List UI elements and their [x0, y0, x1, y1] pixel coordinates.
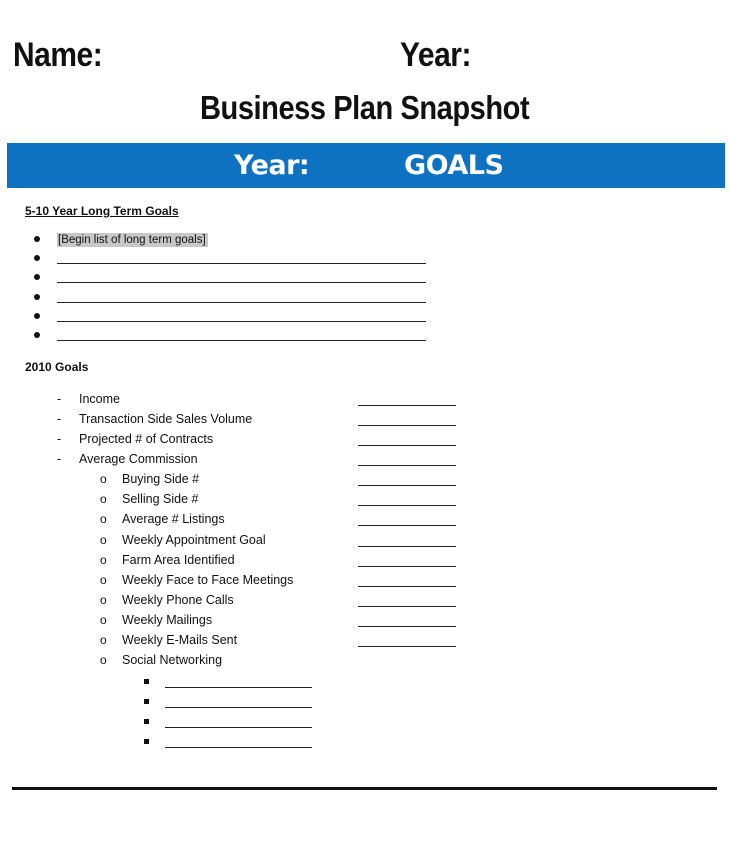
networking-line-item: [0, 734, 470, 754]
goal-blank-line[interactable]: [358, 566, 456, 567]
banner-goals-label: GOALS: [404, 150, 504, 181]
goal-row-listings: [0, 512, 470, 532]
goal-label: Buying Side #: [122, 472, 200, 486]
goal-row-contracts: [0, 432, 470, 452]
blank-line[interactable]: [57, 263, 426, 264]
circle-bullet: o: [100, 492, 107, 506]
goal-label: Weekly Phone Calls: [122, 593, 234, 607]
list-item: [0, 252, 460, 271]
square-bullet-icon: [144, 679, 149, 684]
goal-label: Weekly E-Mails Sent: [122, 633, 238, 647]
list-item: [0, 329, 460, 348]
square-bullet-icon: [144, 719, 149, 724]
bullet-icon: [34, 236, 40, 242]
goal-blank-line[interactable]: [358, 445, 456, 446]
goal-row-farm-area: [0, 553, 470, 573]
goal-label: Weekly Appointment Goal: [122, 533, 266, 547]
networking-line-item: [0, 674, 470, 694]
long-term-goal-placeholder[interactable]: [Begin list of long term goals]: [58, 234, 206, 246]
networking-line-item: [0, 694, 470, 714]
year-label: Year:: [400, 36, 472, 74]
networking-blank-line[interactable]: [165, 687, 312, 688]
bottom-divider: [12, 787, 717, 790]
goal-row-appointments: [0, 533, 470, 553]
goal-blank-line[interactable]: [358, 586, 456, 587]
goal-blank-line[interactable]: [358, 505, 456, 506]
goal-blank-line[interactable]: [358, 425, 456, 426]
goal-label: Social Networking: [122, 653, 223, 667]
goal-row-face-meetings: [0, 573, 470, 593]
networking-blank-line[interactable]: [165, 747, 312, 748]
goal-blank-line[interactable]: [358, 606, 456, 607]
circle-bullet: o: [100, 593, 107, 607]
blank-line[interactable]: [57, 282, 426, 283]
circle-bullet: o: [100, 533, 107, 547]
circle-bullet: o: [100, 633, 107, 647]
bullet-icon: [34, 255, 40, 261]
blank-line[interactable]: [57, 321, 426, 322]
long-term-goals-list: [0, 233, 460, 348]
goal-blank-line[interactable]: [358, 646, 456, 647]
networking-blank-line[interactable]: [165, 727, 312, 728]
goal-blank-line[interactable]: [358, 626, 456, 627]
circle-bullet: o: [100, 613, 107, 627]
long-term-goals-heading: 5-10 Year Long Term Goals: [25, 204, 179, 218]
goal-row-commission: [0, 452, 470, 472]
goal-label: Transaction Side Sales Volume: [79, 412, 253, 426]
goals-2010-heading: 2010 Goals: [25, 360, 89, 374]
circle-bullet: o: [100, 553, 107, 567]
dash-marker: -: [57, 392, 62, 406]
goal-row-mailings: [0, 613, 470, 633]
networking-blank-line[interactable]: [165, 707, 312, 708]
goal-label: Average Commission: [79, 452, 198, 466]
goals-banner: [7, 143, 725, 188]
circle-bullet: o: [100, 653, 107, 667]
square-bullet-icon: [144, 699, 149, 704]
circle-bullet: o: [100, 573, 107, 587]
name-label: Name:: [13, 36, 103, 74]
banner-year-label: Year:: [234, 150, 310, 181]
goal-blank-line[interactable]: [358, 405, 456, 406]
document-title: Business Plan Snapshot: [200, 89, 530, 126]
goal-label: Weekly Face to Face Meetings: [122, 573, 294, 587]
dash-marker: -: [57, 452, 62, 466]
goal-row-social-networking: [0, 653, 470, 673]
goal-row-buying-side: [0, 472, 470, 492]
square-bullet-icon: [144, 739, 149, 744]
list-item: [0, 291, 460, 310]
list-item: [0, 271, 460, 290]
goal-label: Selling Side #: [122, 492, 199, 506]
blank-line[interactable]: [57, 340, 426, 341]
goal-label: Projected # of Contracts: [79, 432, 214, 446]
goal-row-emails: [0, 633, 470, 653]
circle-bullet: o: [100, 512, 107, 526]
list-item: [0, 233, 460, 252]
goal-row-phone-calls: [0, 593, 470, 613]
bullet-icon: [34, 332, 40, 338]
goal-row-income: [0, 392, 470, 412]
dash-marker: -: [57, 432, 62, 446]
goal-row-selling-side: [0, 492, 470, 512]
bullet-icon: [34, 274, 40, 280]
goal-label: Average # Listings: [122, 512, 225, 526]
goal-blank-line[interactable]: [358, 465, 456, 466]
bullet-icon: [34, 294, 40, 300]
dash-marker: -: [57, 412, 62, 426]
goal-blank-line[interactable]: [358, 546, 456, 547]
goal-blank-line[interactable]: [358, 485, 456, 486]
goal-label: Farm Area Identified: [122, 553, 235, 567]
goal-row-sales-volume: [0, 412, 470, 432]
blank-line[interactable]: [57, 302, 426, 303]
circle-bullet: o: [100, 472, 107, 486]
networking-line-item: [0, 714, 470, 734]
goal-label: Income: [79, 392, 120, 406]
list-item: [0, 310, 460, 329]
goal-label: Weekly Mailings: [122, 613, 213, 627]
bullet-icon: [34, 313, 40, 319]
goal-blank-line[interactable]: [358, 525, 456, 526]
